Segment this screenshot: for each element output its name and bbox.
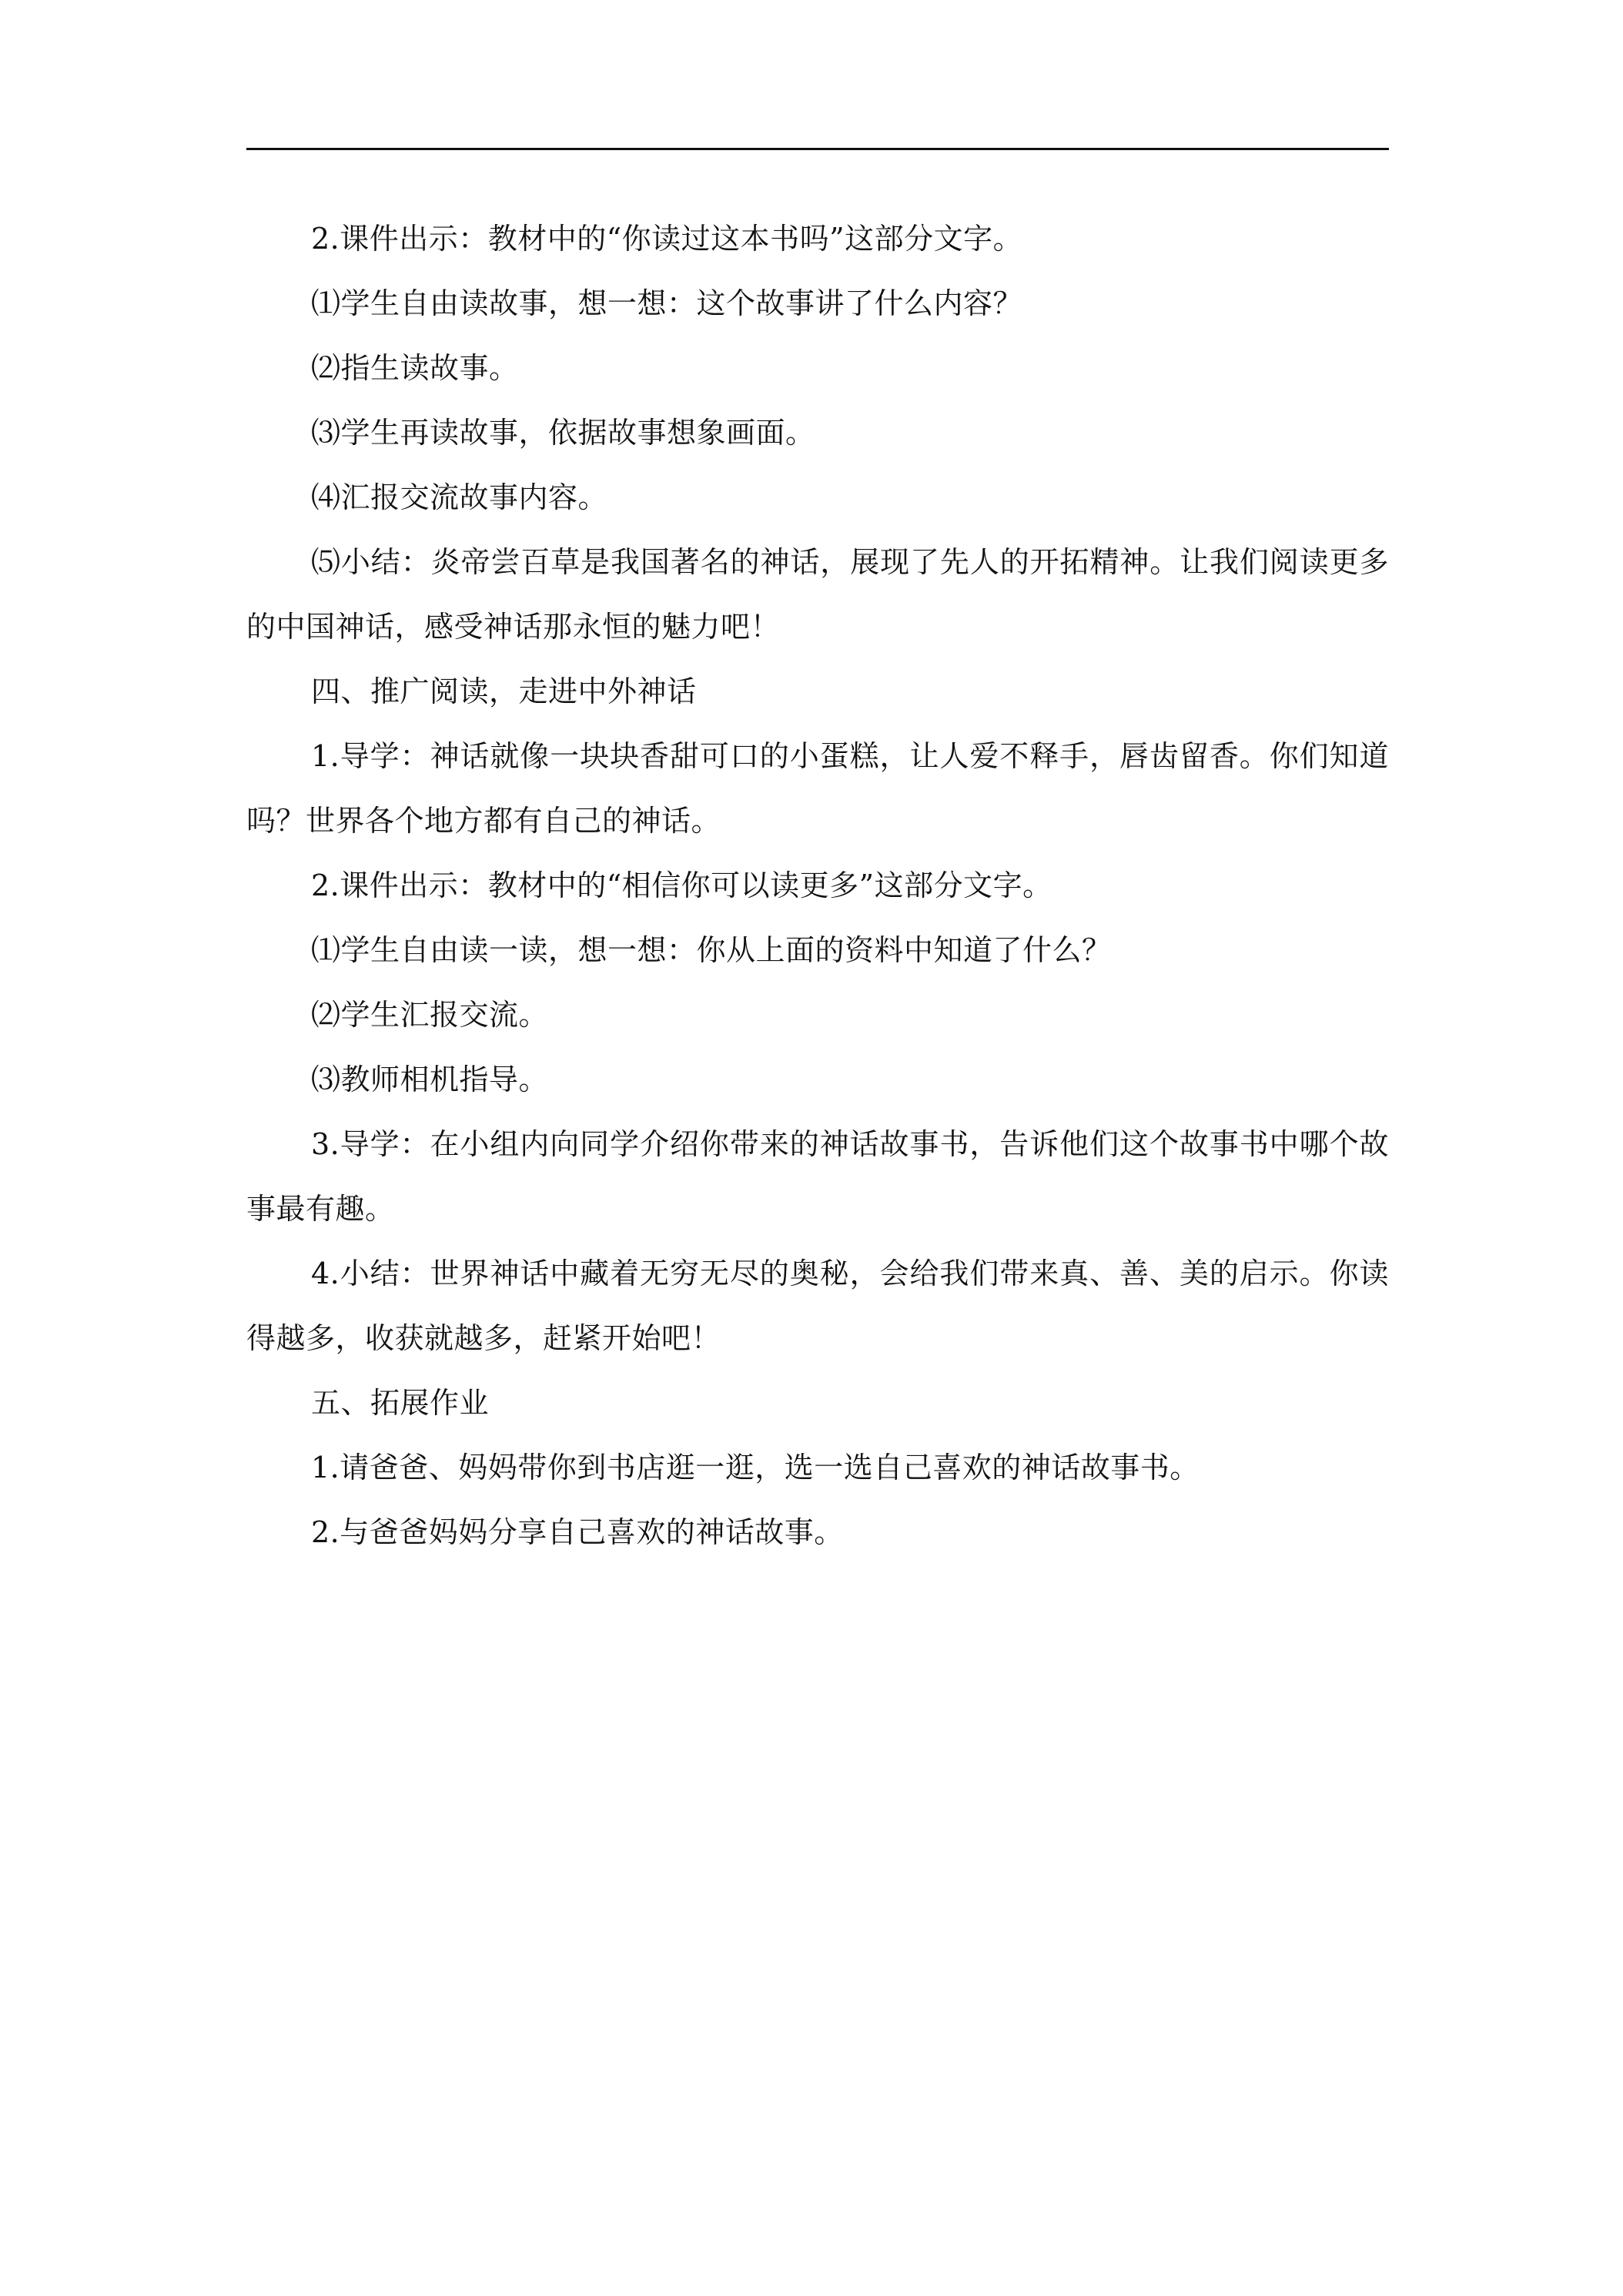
paragraph: ⑶学生再读故事，依据故事想象画面。 <box>311 416 815 450</box>
paragraph: 3.导学：在小组内向同学介绍你带来的神话故事书，告诉他们这个故事书中哪个故事最有趣。 <box>246 1127 1389 1226</box>
paragraph: 1.请爸爸、妈妈带你到书店逛一逛，选一选自己喜欢的神话故事书。 <box>311 1451 1200 1484</box>
paragraph: ⑴学生自由读一读，想一想：你从上面的资料中知道了什么？ <box>311 933 1112 967</box>
section-heading: 四、推广阅读，走进中外神话 <box>311 674 697 708</box>
paragraph: ⑸小结：炎帝尝百草是我国著名的神话，展现了先人的开拓精神。让我们阅读更多的中国神话，感受神话那永恒的魅力吧！ <box>246 545 1389 644</box>
paragraph: 2.课件出示：教材中的“你读过这本书吗”这部分文字。 <box>311 222 1023 256</box>
paragraph: 2.与爸爸妈妈分享自己喜欢的神话故事。 <box>311 1515 844 1549</box>
document-body <box>246 206 1389 1565</box>
paragraph: 4.小结：世界神话中藏着无穷无尽的奥秘，会给我们带来真、善、美的启示。你读得越多，收获就越多，赶紧开始吧！ <box>246 1257 1389 1355</box>
paragraph: ⑵指生读故事。 <box>311 351 519 385</box>
paragraph: 1.导学：神话就像一块块香甜可口的小蛋糕，让人爱不释手，唇齿留香。你们知道吗？世界各个地方都有自己的神话。 <box>246 739 1389 838</box>
paragraph: ⑵学生汇报交流。 <box>311 998 549 1032</box>
header-rule <box>246 148 1389 150</box>
paragraph: ⑷汇报交流故事内容。 <box>311 480 608 514</box>
section-heading: 五、拓展作业 <box>311 1386 490 1420</box>
paragraph: ⑴学生自由读故事，想一想：这个故事讲了什么内容？ <box>311 286 1023 320</box>
paragraph: 2.课件出示：教材中的“相信你可以读更多”这部分文字。 <box>311 869 1052 902</box>
paragraph: ⑶教师相机指导。 <box>311 1063 549 1096</box>
